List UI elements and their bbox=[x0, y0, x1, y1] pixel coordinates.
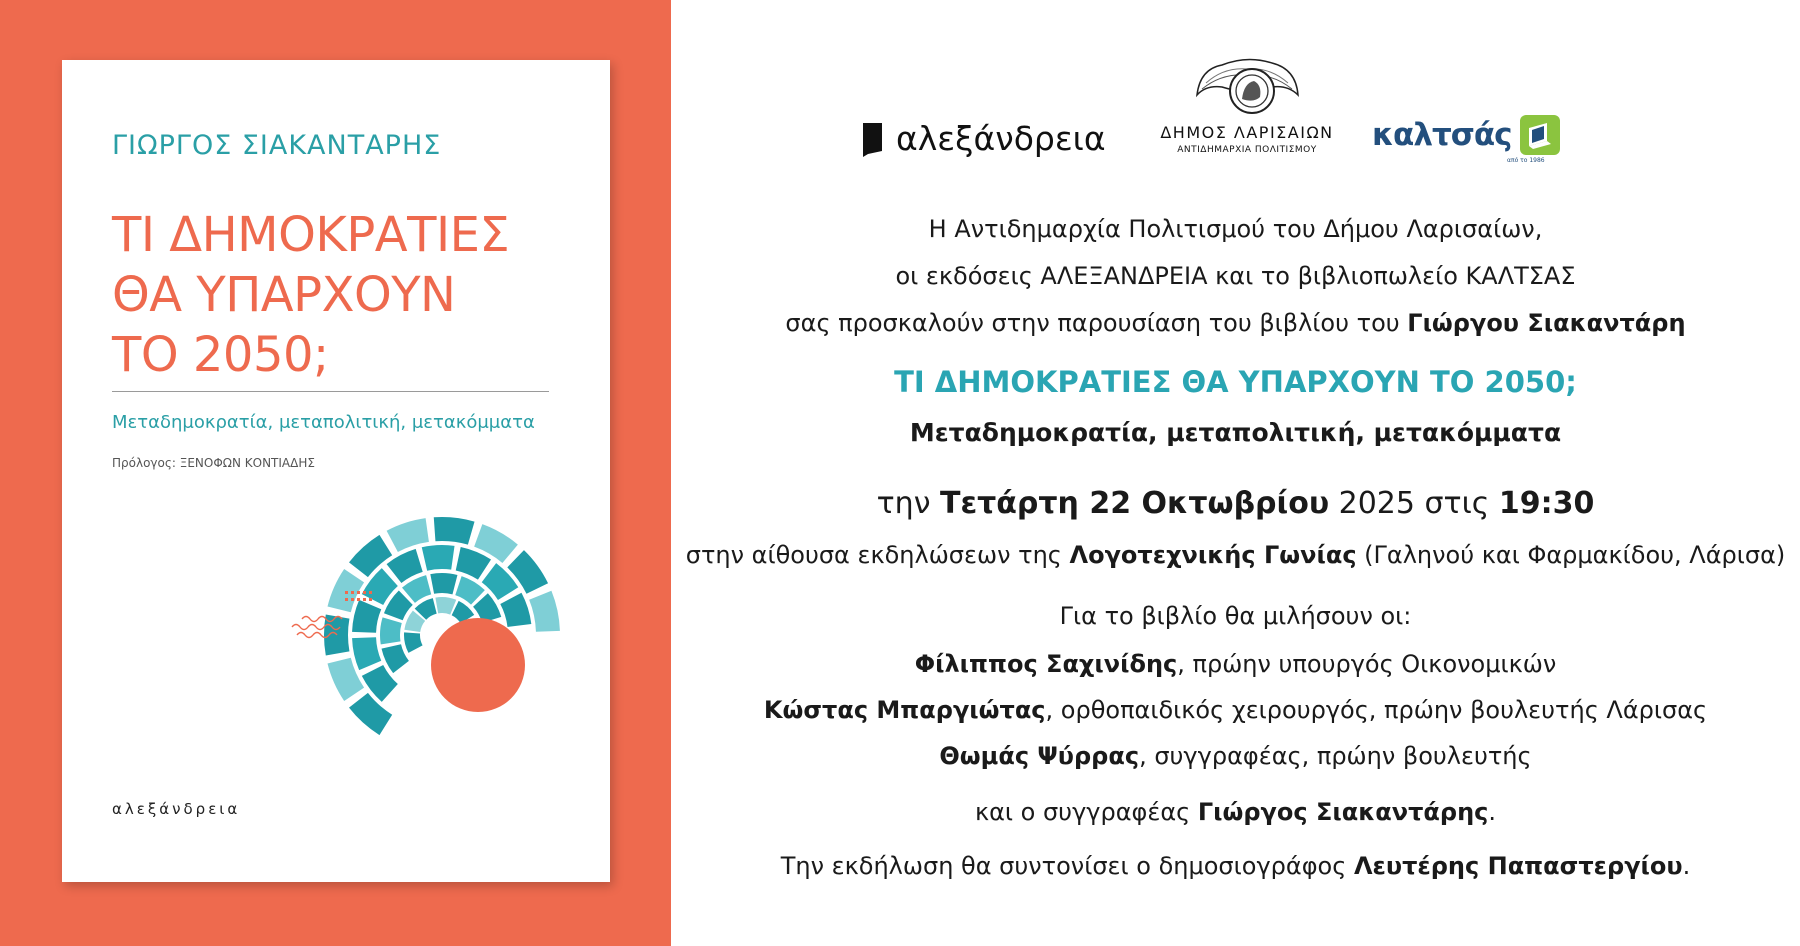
speaker-line bbox=[671, 650, 1800, 678]
amphitheatre-seat-block bbox=[434, 517, 475, 545]
cover-publisher: αλεξάνδρεια bbox=[112, 800, 241, 818]
invitation-line-3-text: σας προσκαλούν στην παρουσίαση του βιβλίου του bbox=[785, 309, 1408, 337]
cover-title-line: ΤΟ 2050; bbox=[112, 327, 329, 383]
author-line bbox=[671, 798, 1800, 826]
kaltsas-logo-text: καλτσάς bbox=[1372, 117, 1512, 153]
event-venue-pre: στην αίθουσα εκδηλώσεων της bbox=[685, 541, 1070, 569]
coin-emblem-icon bbox=[1192, 55, 1302, 117]
kaltsas-logo bbox=[1372, 117, 1560, 164]
alexandreia-book-icon bbox=[860, 121, 886, 157]
amphitheatre-seat-block bbox=[382, 644, 409, 673]
speaker-role: , συγγραφέας, πρώην βουλευτής bbox=[1139, 742, 1532, 770]
invitation-book-subtitle: Μεταδημοκρατία, μεταπολιτική, μετακόμματα bbox=[909, 418, 1562, 447]
event-date-pre: την bbox=[876, 486, 940, 521]
coral-sun-circle bbox=[431, 618, 525, 712]
cover-title-line: ΤΙ ΔΗΜΟΚΡΑΤΙΕΣ bbox=[112, 207, 510, 263]
speaker-role: , πρώην υπουργός Οικονομικών bbox=[1177, 650, 1557, 678]
speakers-intro: Για το βιβλίο θα μιλήσουν οι: bbox=[1059, 602, 1412, 630]
cover-subtitle: Μεταδημοκρατία, μεταπολιτική, μετακόμματα bbox=[112, 412, 535, 433]
alexandreia-logo-text: αλεξάνδρεια bbox=[896, 119, 1106, 158]
author-line-pre: και ο συγγραφέας bbox=[974, 798, 1198, 826]
dimos-logo-subtitle: ΑΝΤΙΔΗΜΑΡΧΙΑ ΠΟΛΙΤΙΣΜΟΥ bbox=[1177, 145, 1317, 155]
author-line-name: Γιώργος Σιακαντάρης bbox=[1197, 798, 1489, 826]
amphitheatre-seat-block bbox=[456, 547, 491, 580]
event-venue-name: Λογοτεχνικής Γωνίας bbox=[1069, 541, 1357, 569]
moderator-line-post: . bbox=[1682, 852, 1691, 880]
sponsor-logos bbox=[860, 55, 1660, 180]
amphitheatre-illustration bbox=[267, 505, 567, 765]
cover-preface: Πρόλογος: ΞΕΝΟΦΩΝ ΚΟΝΤΙΑΔΗΣ bbox=[112, 456, 315, 470]
invitation-line-1: Η Αντιδημαρχία Πολιτισμού του Δήμου Λαρισαίων, bbox=[928, 215, 1543, 243]
decoration-dot bbox=[369, 598, 372, 601]
amphitheatre-seat-block bbox=[349, 535, 392, 577]
amphitheatre-seat-block bbox=[500, 593, 531, 627]
dimos-larisaion-logo bbox=[1147, 55, 1347, 155]
speaker-name: Θωμάς Ψύρρας bbox=[939, 742, 1140, 770]
kaltsas-since-text: από το 1986 bbox=[1507, 157, 1545, 164]
speaker-role: , ορθοπαιδικός χειρουργός, πρώην βουλευτής Λάρισας bbox=[1045, 696, 1708, 724]
alexandreia-logo bbox=[860, 119, 1106, 158]
amphitheatre-seat-block bbox=[387, 549, 423, 583]
invitation-line-2: οι εκδόσεις ΑΛΕΞΑΝΔΡΕΙΑ και το βιβλιοπωλείο ΚΑΛΤΣΑΣ bbox=[895, 262, 1576, 290]
amphitheatre-seat-block bbox=[387, 518, 429, 552]
speaker-name: Κώστας Μπαργιώτας bbox=[763, 696, 1046, 724]
event-date bbox=[671, 486, 1800, 521]
decoration-dot bbox=[363, 598, 366, 601]
event-date-day: Τετάρτη 22 Οκτωβρίου bbox=[940, 486, 1330, 521]
moderator-line bbox=[671, 852, 1800, 880]
dimos-logo-name: ΔΗΜΟΣ ΛΑΡΙΣΑΙΩΝ bbox=[1160, 123, 1334, 142]
cover-author: ΓΙΩΡΓΟΣ ΣΙΑΚΑΝΤΑΡΗΣ bbox=[112, 130, 442, 161]
decoration-dot bbox=[351, 591, 354, 594]
amphitheatre-seat-block bbox=[349, 693, 392, 735]
amphitheatre-seat-block bbox=[404, 632, 423, 652]
moderator-line-pre: Την εκδήλωση θα συντονίσει ο δημοσιογράφος bbox=[780, 852, 1354, 880]
book-cover bbox=[62, 60, 610, 882]
event-time: 19:30 bbox=[1498, 486, 1595, 521]
moderator-name: Λευτέρης Παπαστεργίου bbox=[1353, 852, 1683, 880]
invitation-author-name: Γιώργου Σιακαντάρη bbox=[1407, 309, 1686, 337]
author-line-post: . bbox=[1488, 798, 1497, 826]
decoration-dot bbox=[345, 591, 348, 594]
decoration-dot bbox=[357, 598, 360, 601]
event-venue-address: (Γαληνού και Φαρμακίδου, Λάρισα) bbox=[1356, 541, 1786, 569]
invitation-line-3 bbox=[671, 309, 1800, 337]
kaltsas-book-badge-icon bbox=[1520, 115, 1560, 155]
speaker-line bbox=[671, 696, 1800, 724]
cover-background-panel bbox=[0, 0, 671, 946]
event-date-year: 2025 στις bbox=[1329, 486, 1499, 521]
amphitheatre-seat-block bbox=[352, 637, 381, 670]
decoration-dot bbox=[351, 598, 354, 601]
amphitheatre-seat-block bbox=[422, 545, 455, 571]
amphitheatre-seat-block bbox=[435, 597, 456, 615]
speaker-line bbox=[671, 742, 1800, 770]
amphitheatre-seat-block bbox=[529, 591, 560, 632]
decoration-dot bbox=[369, 591, 372, 594]
cover-divider bbox=[112, 391, 549, 392]
speaker-name: Φίλιππος Σαχινίδης bbox=[914, 650, 1178, 678]
decoration-dot bbox=[363, 591, 366, 594]
amphitheatre-seat-block bbox=[380, 617, 402, 644]
decoration-dot bbox=[345, 598, 348, 601]
cover-title bbox=[112, 205, 509, 385]
event-venue bbox=[671, 541, 1800, 569]
invitation-book-title: ΤΙ ΔΗΜΟΚΡΑΤΙΕΣ ΘΑ ΥΠΑΡΧΟΥΝ ΤΟ 2050; bbox=[894, 365, 1577, 399]
amphitheatre-seat-block bbox=[352, 600, 381, 633]
decoration-dot bbox=[357, 591, 360, 594]
amphitheatre-seat-block bbox=[430, 573, 457, 594]
cover-title-line: ΘΑ ΥΠΑΡΧΟΥΝ bbox=[112, 267, 456, 323]
